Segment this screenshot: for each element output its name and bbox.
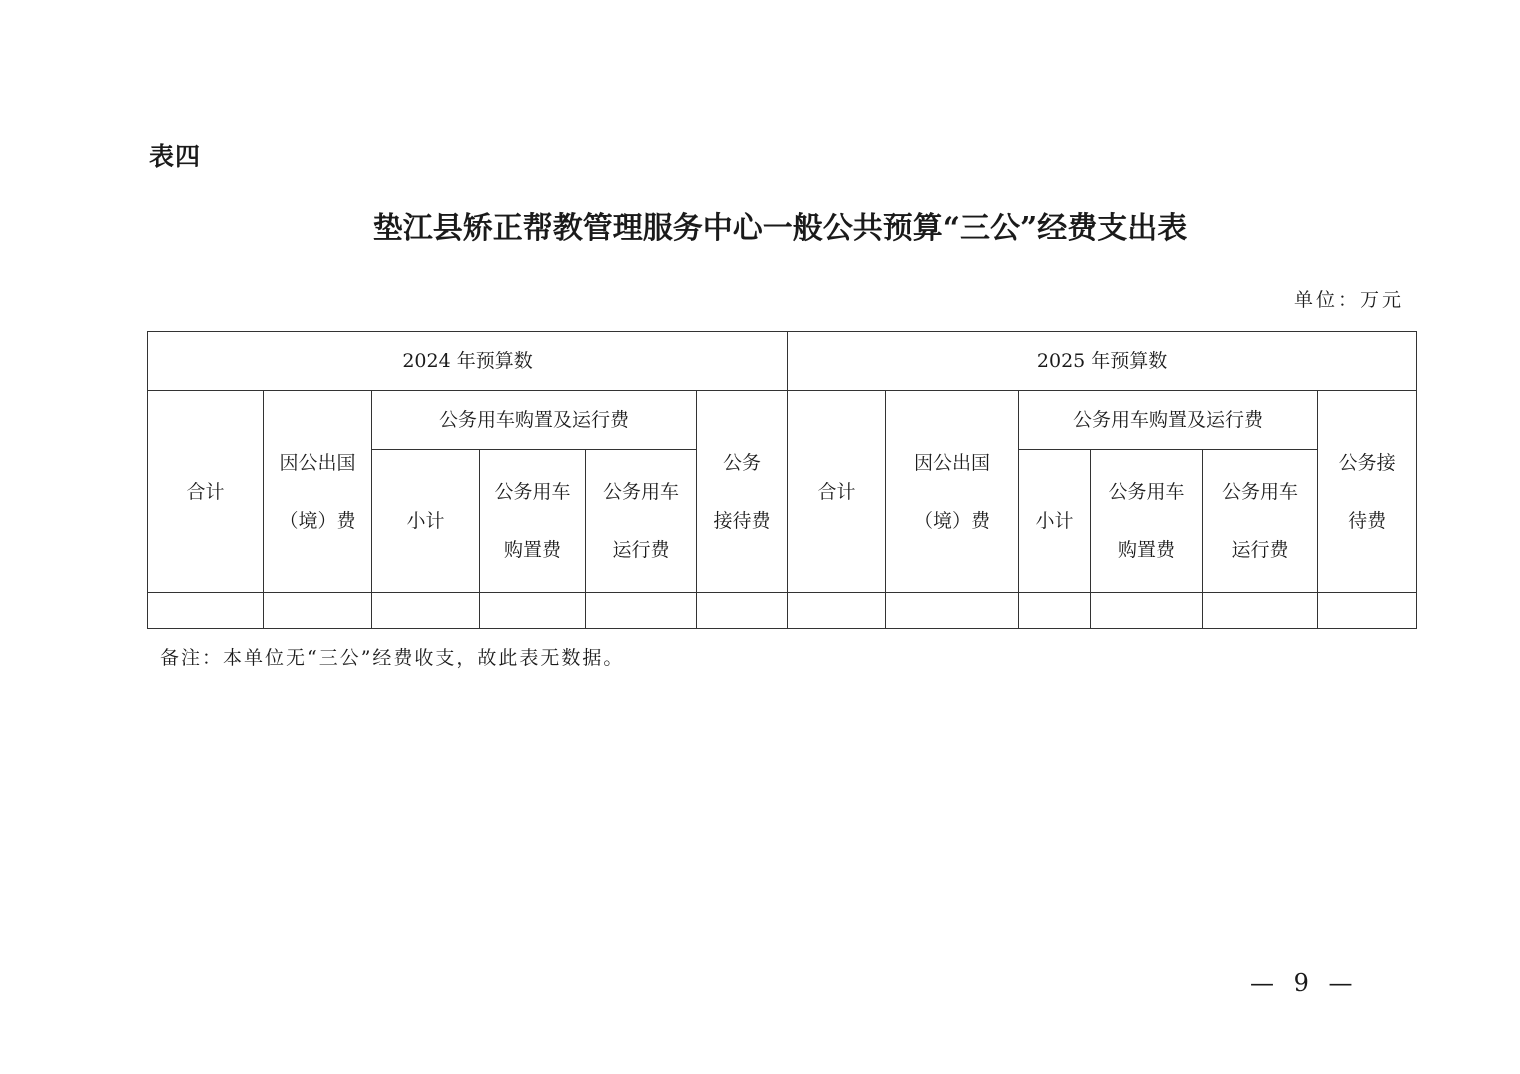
header-vehicle-2025: 公务用车购置及运行费 (1019, 391, 1318, 450)
header-overseas-2024 (264, 391, 372, 593)
header-operation-2025 (1203, 450, 1318, 593)
cell-overseas-2025 (886, 593, 1019, 629)
cell-overseas-2024 (264, 593, 372, 629)
header-reception-2024 (697, 391, 788, 593)
header-reception-2025-line2: 待费 (1348, 509, 1387, 532)
unit-label: 单位：万元 (1293, 289, 1404, 311)
header-total-2024: 合计 (148, 391, 264, 593)
header-operation-2024 (586, 450, 697, 593)
header-total-2025: 合计 (788, 391, 886, 593)
header-operation-2025-line2: 运行费 (1231, 539, 1289, 561)
data-row-empty (148, 593, 1417, 629)
header-reception-2024-line2: 接待费 (713, 509, 771, 532)
header-operation-2024-line1: 公务用车 (602, 481, 679, 503)
cell-operation-2024 (586, 593, 697, 629)
header-purchase-2025-line2: 购置费 (1118, 539, 1176, 561)
cell-reception-2025 (1318, 593, 1417, 629)
page-number: — 9 — (1250, 969, 1359, 997)
header-2025-budget: 2025 年预算数 (788, 332, 1417, 391)
header-purchase-2024-line2: 购置费 (503, 539, 561, 561)
header-operation-2025-line1: 公务用车 (1222, 481, 1299, 503)
header-overseas-2025-line2: （境）费 (914, 509, 991, 532)
header-operation-2024-line2: 运行费 (612, 539, 670, 561)
header-purchase-2024-line1: 公务用车 (494, 481, 571, 503)
header-reception-2024-line1: 公务 (723, 451, 762, 474)
header-purchase-2025 (1091, 450, 1203, 593)
header-purchase-2024 (480, 450, 586, 593)
cell-subtotal-2025 (1019, 593, 1091, 629)
cell-reception-2024 (697, 593, 788, 629)
header-subtotal-2024: 小计 (372, 450, 480, 593)
header-reception-2025-line1: 公务接 (1338, 451, 1396, 474)
cell-purchase-2024 (480, 593, 586, 629)
header-vehicle-2024: 公务用车购置及运行费 (372, 391, 697, 450)
header-row-years (148, 332, 1417, 391)
cell-total-2025 (788, 593, 886, 629)
header-reception-2025 (1318, 391, 1417, 593)
header-overseas-2025-line1: 因公出国 (914, 451, 991, 474)
cell-subtotal-2024 (372, 593, 480, 629)
header-2024-budget: 2024 年预算数 (148, 332, 788, 391)
header-purchase-2025-line1: 公务用车 (1108, 481, 1185, 503)
footnote: 备注：本单位无“三公”经费收支，故此表无数据。 (160, 647, 625, 669)
budget-table (147, 331, 1417, 629)
document-title: 垫江县矫正帮教管理服务中心一般公共预算“三公”经费支出表 (372, 211, 1188, 246)
header-row-categories (148, 391, 1417, 450)
cell-operation-2025 (1203, 593, 1318, 629)
header-subtotal-2025: 小计 (1019, 450, 1091, 593)
cell-total-2024 (148, 593, 264, 629)
table-label: 表四 (149, 142, 202, 171)
header-overseas-2024-line1: 因公出国 (279, 451, 356, 474)
header-overseas-2025 (886, 391, 1019, 593)
cell-purchase-2025 (1091, 593, 1203, 629)
header-overseas-2024-line2: （境）费 (279, 509, 356, 532)
